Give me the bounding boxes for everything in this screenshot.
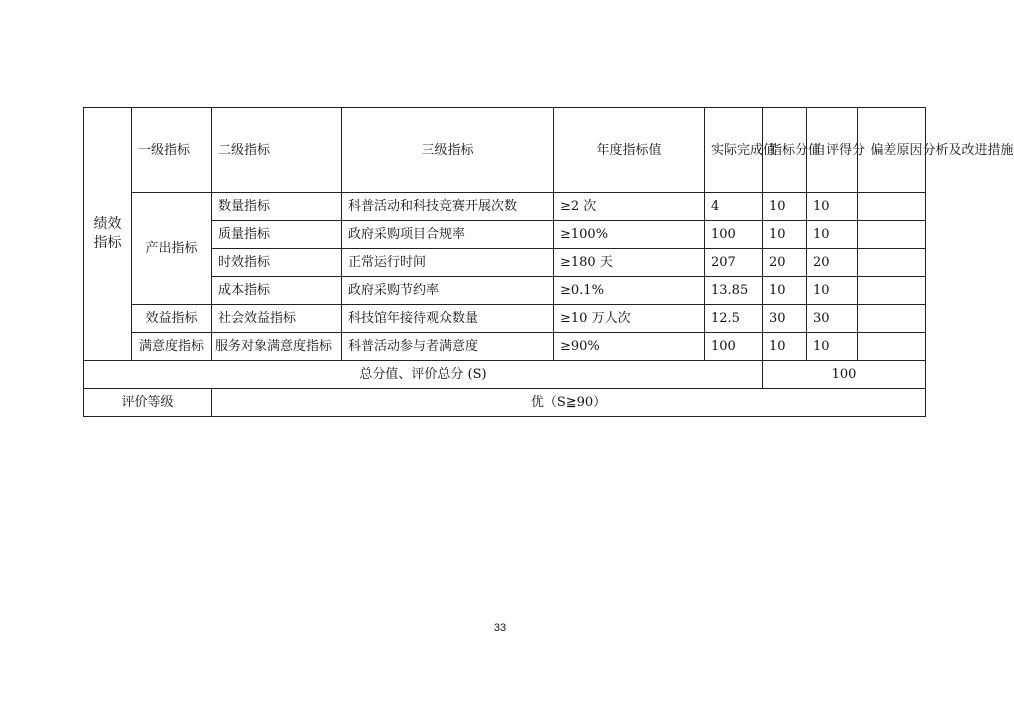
- group-benefit: 效益指标: [132, 305, 212, 333]
- total-row: [84, 361, 926, 389]
- group-satisfaction: 满意度指标: [132, 333, 212, 361]
- grade-row: [84, 389, 926, 417]
- row-score: 30: [807, 305, 858, 333]
- table-row: [84, 305, 926, 333]
- grade-label: 评价等级: [84, 389, 212, 417]
- row-deviation: [858, 249, 926, 277]
- row-score: 10: [807, 277, 858, 305]
- header-actual-value: 实际完成值: [705, 108, 763, 193]
- header-annual-target: 年度指标值: [554, 108, 705, 193]
- category-cell: [84, 108, 132, 361]
- row-weight: 20: [763, 249, 807, 277]
- row-level2: 成本指标: [212, 277, 342, 305]
- row-deviation: [858, 221, 926, 249]
- row-target: ≥180 天: [554, 249, 705, 277]
- row-level2: 社会效益指标: [212, 305, 342, 333]
- row-target: ≥2 次: [554, 193, 705, 221]
- row-level2: 服务对象满意度指标: [212, 333, 342, 361]
- row-level3: 政府采购节约率: [342, 277, 554, 305]
- performance-table: [83, 107, 1014, 417]
- row-weight: 10: [763, 333, 807, 361]
- row-target: ≥0.1%: [554, 277, 705, 305]
- row-score: 20: [807, 249, 858, 277]
- row-level3: 政府采购项目合规率: [342, 221, 554, 249]
- row-weight: 10: [763, 277, 807, 305]
- row-target: ≥10 万人次: [554, 305, 705, 333]
- row-score: 10: [807, 221, 858, 249]
- row-level3: 科普活动和科技竞赛开展次数: [342, 193, 554, 221]
- row-target: ≥100%: [554, 221, 705, 249]
- row-actual: 100: [705, 221, 763, 249]
- row-actual: 207: [705, 249, 763, 277]
- grade-value: 优（S≧90）: [212, 389, 926, 417]
- table-row: [84, 333, 926, 361]
- header-self-score: 自评得分: [807, 108, 858, 193]
- row-score: 10: [807, 193, 858, 221]
- group-output: 产出指标: [132, 193, 212, 305]
- category-label: 绩效指标: [93, 216, 122, 251]
- header-level1: 一级指标: [132, 108, 212, 193]
- row-weight: 10: [763, 221, 807, 249]
- row-weight: 30: [763, 305, 807, 333]
- row-level3: 科普活动参与者满意度: [342, 333, 554, 361]
- header-index-score: 指标分值: [763, 108, 807, 193]
- row-weight: 10: [763, 193, 807, 221]
- header-deviation: 偏差原因分析及改进措施: [858, 108, 926, 193]
- row-level2: 时效指标: [212, 249, 342, 277]
- row-level3: 正常运行时间: [342, 249, 554, 277]
- row-deviation: [858, 333, 926, 361]
- total-label: 总分值、评价总分 (S): [84, 361, 763, 389]
- header-row: [84, 108, 926, 193]
- page-number: 33: [493, 622, 507, 634]
- total-value: 100: [763, 361, 926, 389]
- row-actual: 12.5: [705, 305, 763, 333]
- row-deviation: [858, 193, 926, 221]
- row-level3: 科技馆年接待观众数量: [342, 305, 554, 333]
- header-level3: 三级指标: [342, 108, 554, 193]
- row-actual: 100: [705, 333, 763, 361]
- row-actual: 4: [705, 193, 763, 221]
- table-row: [84, 193, 926, 221]
- row-level2: 质量指标: [212, 221, 342, 249]
- row-target: ≥90%: [554, 333, 705, 361]
- row-score: 10: [807, 333, 858, 361]
- row-deviation: [858, 277, 926, 305]
- row-deviation: [858, 305, 926, 333]
- row-level2: 数量指标: [212, 193, 342, 221]
- header-level2: 二级指标: [212, 108, 342, 193]
- row-actual: 13.85: [705, 277, 763, 305]
